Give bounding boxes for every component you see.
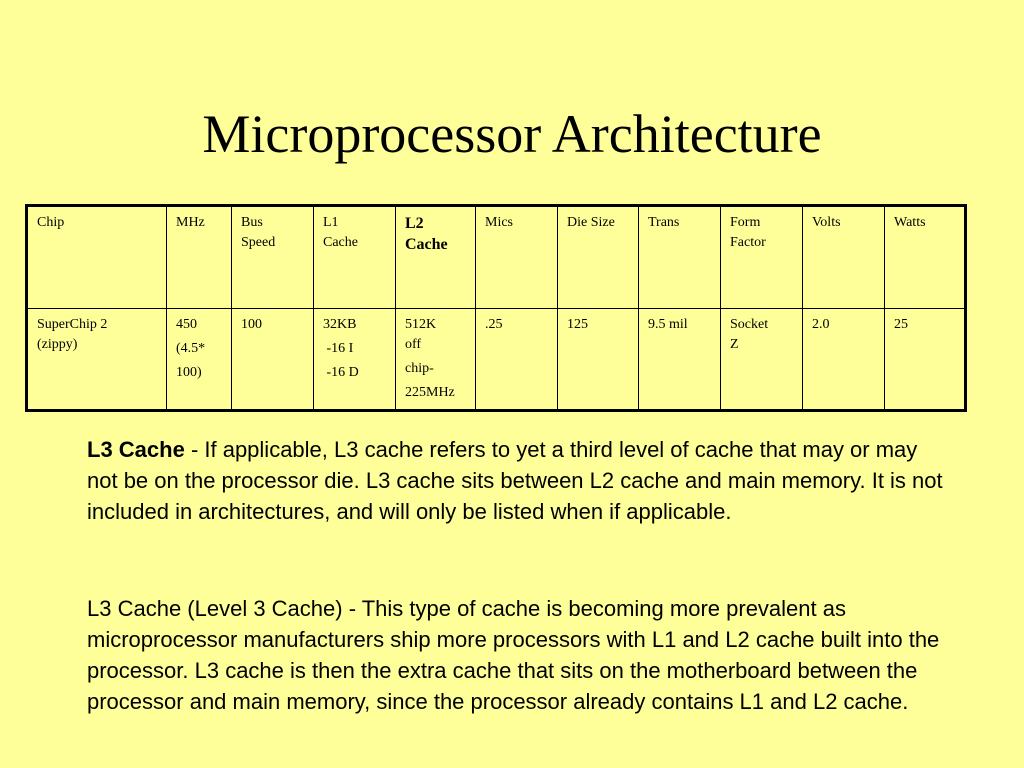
form-factor-line-1: Socket bbox=[730, 316, 769, 332]
header-bus-speed-label: Bus Speed bbox=[241, 215, 276, 250]
header-chip bbox=[27, 206, 167, 309]
watts-value: 25 bbox=[894, 316, 908, 332]
form-factor-line-2: Z bbox=[730, 336, 739, 352]
chip-nickname: (zippy) bbox=[37, 336, 78, 352]
l3-cache-term: L3 Cache bbox=[87, 437, 185, 462]
header-watts-label: Watts bbox=[894, 215, 926, 230]
mhz-bus: 100) bbox=[176, 364, 202, 380]
bus-speed-value: 100 bbox=[241, 316, 262, 332]
header-die-size bbox=[558, 206, 639, 309]
cell-chip bbox=[27, 308, 167, 411]
header-l1-cache bbox=[314, 206, 396, 309]
l2-size: 512K bbox=[405, 316, 437, 332]
header-l1-cache-label: L1 Cache bbox=[323, 215, 358, 250]
cell-mics bbox=[476, 308, 558, 411]
volts-value: 2.0 bbox=[812, 316, 830, 332]
cell-die-size bbox=[558, 308, 639, 411]
cell-watts bbox=[885, 308, 966, 411]
header-mics-label: Mics bbox=[485, 215, 513, 230]
l1-data: -16 D bbox=[323, 364, 359, 380]
cell-trans bbox=[639, 308, 721, 411]
table-row bbox=[27, 308, 966, 411]
table-header-row bbox=[27, 206, 966, 309]
header-l2-cache bbox=[396, 206, 476, 309]
l3-cache-description: - If applicable, L3 cache refers to yet a third level of cache that may or may not be on the processor die. L3 cache sits between L2 cache and main memory. It is not included in architectures, and will only be listed when if applicable. bbox=[87, 437, 943, 524]
cell-form-factor bbox=[721, 308, 803, 411]
cell-bus-speed bbox=[232, 308, 314, 411]
spec-table bbox=[25, 204, 967, 412]
l2-speed: 225MHz bbox=[405, 384, 455, 400]
trans-value: 9.5 mil bbox=[648, 316, 688, 332]
header-volts-label: Volts bbox=[812, 215, 841, 230]
header-form-factor bbox=[721, 206, 803, 309]
header-trans bbox=[639, 206, 721, 309]
cell-volts bbox=[803, 308, 885, 411]
page-title: Microprocessor Architecture bbox=[202, 104, 822, 164]
cell-mhz bbox=[167, 308, 232, 411]
header-l2-cache-label: L2 Cache bbox=[405, 215, 448, 253]
l1-total: 32KB bbox=[323, 316, 357, 332]
cell-l1-cache bbox=[314, 308, 396, 411]
header-mhz bbox=[167, 206, 232, 309]
header-mics bbox=[476, 206, 558, 309]
header-watts bbox=[885, 206, 966, 309]
l2-location-2: chip- bbox=[405, 360, 434, 376]
header-trans-label: Trans bbox=[648, 215, 680, 230]
mhz-multiplier: (4.5* bbox=[176, 340, 206, 356]
header-volts bbox=[803, 206, 885, 309]
mhz-value: 450 bbox=[176, 316, 197, 332]
l2-location-1: off bbox=[405, 336, 422, 352]
header-form-factor-label: Form Factor bbox=[730, 215, 766, 250]
l1-instruction: -16 I bbox=[323, 340, 354, 356]
die-size-value: 125 bbox=[567, 316, 588, 332]
header-mhz-label: MHz bbox=[176, 215, 205, 230]
l3-cache-definition-paragraph: L3 Cache (Level 3 Cache) - This type of cache is becoming more prevalent as microprocessor manufacturers ship more processors with L1 and L2 cache built into the processor. L3 cache is then the extra cache that sits on the motherboard between the processor and main memory, since the processor already contains L1 and L2 cache. bbox=[87, 596, 940, 714]
chip-name: SuperChip 2 bbox=[37, 316, 108, 332]
header-die-size-label: Die Size bbox=[567, 215, 615, 230]
header-chip-label: Chip bbox=[37, 215, 65, 230]
mics-value: .25 bbox=[485, 316, 503, 332]
l3-cache-paragraph bbox=[87, 434, 947, 527]
header-bus-speed bbox=[232, 206, 314, 309]
cell-l2-cache bbox=[396, 308, 476, 411]
